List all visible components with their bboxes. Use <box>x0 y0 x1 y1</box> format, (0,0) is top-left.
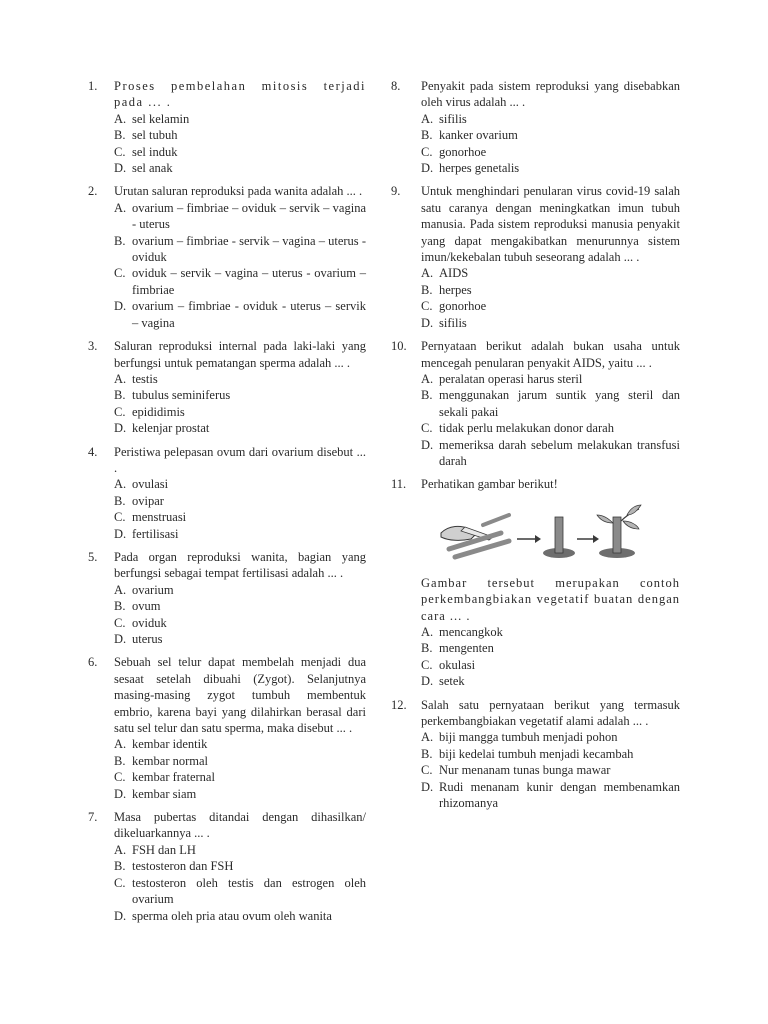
answer-options <box>114 111 366 177</box>
option-text: herpes genetalis <box>439 161 520 176</box>
answer-option <box>114 127 366 143</box>
option-text: sifilis <box>439 315 467 330</box>
answer-option <box>421 729 680 745</box>
option-letter: D. <box>114 161 127 176</box>
option-text: ovipar <box>132 493 164 508</box>
option-letter: D. <box>114 299 127 314</box>
option-text: AIDS <box>439 266 469 281</box>
option-letter: C. <box>114 144 126 159</box>
option-letter: B. <box>114 233 126 248</box>
option-letter: B. <box>114 388 126 403</box>
question-number: 9. <box>391 184 401 199</box>
answer-options <box>114 582 366 648</box>
question-number: 4. <box>88 444 98 459</box>
figure-question-text: Gambar tersebut merupakan contoh perkembangbiakan vegetatif buatan dengan cara ... . <box>421 575 680 623</box>
question-6 <box>88 654 366 802</box>
option-letter: A. <box>114 477 127 492</box>
answer-option <box>114 476 366 492</box>
option-text: uterus <box>132 632 163 646</box>
option-text: tubulus seminiferus <box>132 388 231 403</box>
option-text: sel anak <box>132 161 173 176</box>
option-letter: D. <box>114 786 127 801</box>
option-letter: B. <box>421 128 433 143</box>
answer-option <box>421 640 680 656</box>
question-number: 7. <box>88 810 98 825</box>
answer-options <box>114 371 366 437</box>
option-text: ovarium – fimbriae - servik – vagina – uterus - oviduk <box>132 233 366 265</box>
question-text: Pada organ reproduksi wanita, bagian yang berfungsi sebagai tempat fertilisasi adalah ... . <box>114 549 366 581</box>
question-text: Pernyataan berikut adalah bukan usaha untuk mencegah penularan penyakit AIDS, yaitu ... . <box>421 339 680 370</box>
option-text: Rudi menanam kunir dengan membenamkan rhizomanya <box>439 779 680 811</box>
option-letter: C. <box>421 657 433 672</box>
question-number: 3. <box>88 339 98 354</box>
option-text: sel kelamin <box>132 111 190 126</box>
question-text: Urutan saluran reproduksi pada wanita adalah ... . <box>114 184 363 199</box>
question-3 <box>88 338 366 436</box>
option-letter: C. <box>114 615 126 630</box>
answer-option <box>114 387 366 403</box>
option-text: peralatan operasi harus steril <box>439 371 583 386</box>
answer-option <box>114 493 366 509</box>
option-letter: B. <box>114 599 126 614</box>
answer-option <box>114 769 366 785</box>
answer-option <box>421 673 680 689</box>
option-letter: C. <box>114 770 126 785</box>
answer-option <box>421 746 680 762</box>
answer-options <box>114 736 366 802</box>
option-text: sel tubuh <box>132 128 178 143</box>
option-letter: B. <box>114 753 126 768</box>
question-11 <box>391 476 680 689</box>
question-4 <box>88 444 366 542</box>
option-text: kembar fraternal <box>132 770 215 785</box>
answer-option <box>114 615 366 631</box>
question-text: Masa pubertas ditandai dengan dihasilkan/ dikeluarkannya ... . <box>114 810 366 841</box>
answer-option <box>421 160 680 176</box>
option-letter: B. <box>114 493 126 508</box>
option-letter: A. <box>421 266 434 281</box>
question-number: 5. <box>88 549 98 564</box>
question-number: 10. <box>391 339 407 354</box>
option-letter: C. <box>114 875 126 890</box>
option-letter: C. <box>114 510 126 525</box>
option-text: ovarium – fimbriae – oviduk – servik – vagina - uterus <box>132 200 366 232</box>
answer-option <box>114 509 366 525</box>
option-text: testosteron dan FSH <box>132 859 234 874</box>
option-text: gonorhoe <box>439 299 487 314</box>
option-letter: A. <box>114 371 127 386</box>
option-text: mencangkok <box>439 624 503 639</box>
question-5 <box>88 549 366 647</box>
option-letter: B. <box>114 859 126 874</box>
answer-option <box>421 657 680 673</box>
answer-option <box>421 437 680 470</box>
option-letter: D. <box>421 437 434 452</box>
question-10 <box>391 338 680 469</box>
option-letter: B. <box>421 746 433 761</box>
question-number: 12. <box>391 697 407 712</box>
option-text: sel induk <box>132 144 178 159</box>
option-text: setek <box>439 674 465 689</box>
answer-option <box>114 598 366 614</box>
option-text: kembar identik <box>132 737 208 752</box>
option-letter: B. <box>421 282 433 297</box>
left-column <box>88 78 366 931</box>
answer-option <box>114 875 366 908</box>
option-letter: D. <box>421 161 434 176</box>
option-letter: D. <box>421 779 434 794</box>
question-number: 11. <box>391 477 407 492</box>
stem-cutting-steps-illustration <box>431 503 643 563</box>
answer-option <box>421 420 680 436</box>
option-text: FSH dan LH <box>132 842 196 857</box>
option-text: sifilis <box>439 111 467 126</box>
option-text: oviduk – servik – vagina – uterus - ovarium – fimbriae <box>132 266 366 297</box>
option-letter: C. <box>421 144 433 159</box>
option-letter: C. <box>114 404 126 419</box>
answer-option <box>114 233 366 266</box>
answer-option <box>421 282 680 298</box>
question-text: Peristiwa pelepasan ovum dari ovarium disebut ... . <box>114 444 366 475</box>
answer-option <box>114 298 366 331</box>
answer-option <box>421 144 680 160</box>
question-number: 2. <box>88 184 98 199</box>
answer-option <box>114 144 366 160</box>
option-letter: A. <box>114 737 127 752</box>
option-text: memeriksa darah sebelum melakukan transfusi darah <box>439 437 680 468</box>
question-text: Untuk menghindari penularan virus covid-19 salah satu caranya dengan meningkatkan imun tubuh manusia. Pada sistem reproduksi manusia penyakit yang dapat mengakibatkan menurunnya sistem imun/kekebalan tubuh seseorang adalah ... . <box>421 184 680 265</box>
option-letter: D. <box>421 315 434 330</box>
question-number: 8. <box>391 79 401 93</box>
answer-options <box>421 624 680 690</box>
answer-option <box>114 908 366 924</box>
question-text: Proses pembelahan mitosis terjadi pada ... . <box>114 79 366 110</box>
option-letter: B. <box>421 388 433 403</box>
option-text: testosteron oleh testis dan estrogen oleh ovarium <box>132 875 366 907</box>
answer-options <box>421 265 680 331</box>
answer-option <box>114 111 366 127</box>
stem-cutting-figure <box>431 503 643 563</box>
option-text: epididimis <box>132 404 185 419</box>
answer-option <box>421 762 680 778</box>
option-letter: D. <box>114 526 127 541</box>
answer-option <box>114 753 366 769</box>
option-text: oviduk <box>132 615 167 630</box>
option-letter: A. <box>114 842 127 857</box>
option-text: menggunakan jarum suntik yang steril dan sekali pakai <box>439 388 680 419</box>
answer-options <box>114 842 366 924</box>
answer-option <box>114 582 366 598</box>
option-text: okulasi <box>439 657 476 672</box>
option-text: ovum <box>132 599 161 614</box>
answer-option <box>114 786 366 802</box>
option-letter: D. <box>114 908 127 923</box>
option-text: fertilisasi <box>132 526 179 541</box>
answer-options <box>114 200 366 331</box>
question-text: Saluran reproduksi internal pada laki-laki yang berfungsi untuk pematangan sperma adalah ... . <box>114 339 366 370</box>
answer-option <box>421 265 680 281</box>
answer-option <box>421 371 680 387</box>
option-text: kelenjar prostat <box>132 421 210 436</box>
option-text: biji kedelai tumbuh menjadi kecambah <box>439 746 634 761</box>
option-text: ovarium – fimbriae - oviduk - uterus – servik – vagina <box>132 299 366 330</box>
answer-option <box>114 526 366 542</box>
option-text: ovulasi <box>132 477 169 492</box>
option-letter: B. <box>421 641 433 656</box>
option-text: Nur menanam tunas bunga mawar <box>439 763 611 778</box>
answer-option <box>114 736 366 752</box>
answer-option <box>421 779 680 812</box>
answer-option <box>114 404 366 420</box>
option-text: kembar normal <box>132 753 209 768</box>
option-text: kanker ovarium <box>439 128 518 143</box>
answer-option <box>114 371 366 387</box>
option-letter: A. <box>421 111 434 126</box>
option-text: herpes <box>439 282 472 297</box>
option-letter: C. <box>421 763 433 778</box>
question-7 <box>88 809 366 924</box>
option-letter: A. <box>114 582 127 597</box>
answer-option <box>114 631 366 647</box>
answer-option <box>421 111 680 127</box>
option-letter: A. <box>421 730 434 745</box>
option-text: ovarium <box>132 582 174 597</box>
answer-option <box>421 624 680 640</box>
answer-option <box>114 160 366 176</box>
question-8 <box>391 78 680 176</box>
option-letter: C. <box>421 421 433 436</box>
question-text: Salah satu pernyataan berikut yang termasuk perkembangbiakan vegetatif alami adalah ... . <box>421 697 680 728</box>
option-text: kembar siam <box>132 786 197 801</box>
question-text: Penyakit pada sistem reproduksi yang disebabkan oleh virus adalah ... . <box>421 79 680 110</box>
option-text: tidak perlu melakukan donor darah <box>439 421 614 436</box>
option-letter: A. <box>421 371 434 386</box>
question-number: 1. <box>88 79 98 93</box>
option-text: menstruasi <box>132 510 187 525</box>
answer-option <box>421 127 680 143</box>
answer-option <box>421 315 680 331</box>
answer-option <box>421 387 680 420</box>
option-letter: D. <box>114 421 127 436</box>
option-letter: A. <box>114 200 127 215</box>
option-letter: D. <box>421 674 434 689</box>
option-text: sperma oleh pria atau ovum oleh wanita <box>132 908 332 923</box>
option-letter: C. <box>421 299 433 314</box>
option-text: testis <box>132 371 158 386</box>
answer-options <box>114 476 366 542</box>
option-letter: B. <box>114 128 126 143</box>
option-letter: C. <box>114 266 126 281</box>
answer-options <box>421 371 680 469</box>
answer-options <box>421 729 680 811</box>
question-9 <box>391 183 680 331</box>
answer-option <box>421 298 680 314</box>
right-column <box>391 78 680 818</box>
question-number: 6. <box>88 655 98 670</box>
option-text: biji mangga tumbuh menjadi pohon <box>439 730 618 745</box>
question-2 <box>88 183 366 331</box>
question-12 <box>391 697 680 812</box>
answer-option <box>114 420 366 436</box>
question-text: Sebuah sel telur dapat membelah menjadi dua sesaat setelah dibuahi (Zygot). Selanjutnya masing-masing zygot tumbuh membentuk embrio, karena bayi yang dilahirkan berasal dari satu sel telur dan satu sperma, maka disebut ... . <box>114 655 366 736</box>
answer-option <box>114 265 366 298</box>
answer-option <box>114 842 366 858</box>
question-text: Perhatikan gambar berikut! <box>421 477 558 492</box>
answer-options <box>421 111 680 177</box>
option-text: gonorhoe <box>439 144 487 159</box>
answer-option <box>114 858 366 874</box>
option-letter: A. <box>114 111 127 126</box>
question-1 <box>88 78 366 176</box>
answer-option <box>114 200 366 233</box>
option-text: mengenten <box>439 641 494 656</box>
option-letter: A. <box>421 624 434 639</box>
option-letter: D. <box>114 632 127 646</box>
